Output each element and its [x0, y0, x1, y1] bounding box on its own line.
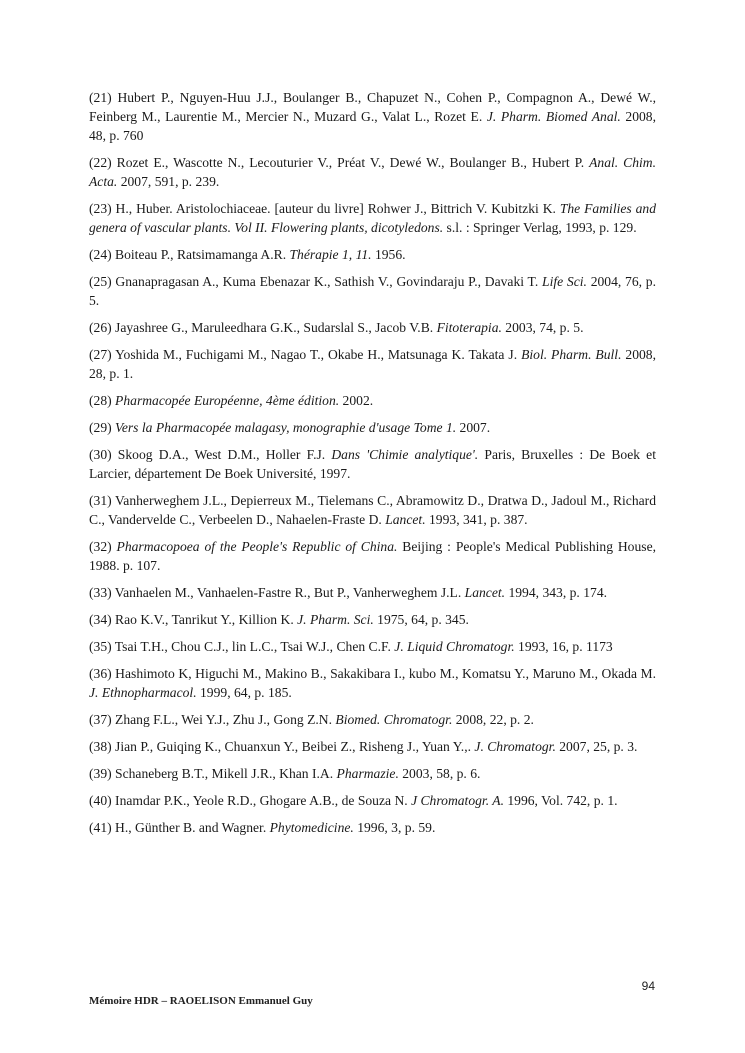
reference-39: (39) Schaneberg B.T., Mikell J.R., Khan I.A. Pharmazie. 2003, 58, p. 6. [89, 766, 481, 781]
reference-37: (37) Zhang F.L., Wei Y.J., Zhu J., Gong Z.N. Biomed. Chromatogr. 2008, 22, p. 2. [89, 712, 534, 727]
reference-23: (23) H., Huber. Aristolochiaceae. [auteur du livre] Rohwer J., Bittrich V. Kubitzki K. The Families and genera of vascular plants. Vol II. Flowering plants, dicotyledons. s.l. : Springer Verlag, 1993, p. 129. [89, 201, 656, 235]
reference-31: (31) Vanherweghem J.L., Depierreux M., Tielemans C., Abramowitz D., Dratwa D., Jadoul M., Richard C., Vandervelde C., Verbeelen D., Nahaelen-Fraste D. Lancet. 1993, 341, p. 387. [89, 493, 656, 527]
reference-24: (24) Boiteau P., Ratsimamanga A.R. Thérapie 1, 11. 1956. [89, 247, 406, 262]
reference-25: (25) Gnanapragasan A., Kuma Ebenazar K., Sathish V., Govindaraju P., Davaki T. Life Sci. 2004, 76, p. 5. [89, 274, 657, 308]
reference-30: (30) Skoog D.A., West D.M., Holler F.J. Dans 'Chimie analytique'. Paris, Bruxelles : De Boek et Larcier, département De Boek Université, 1997. [89, 447, 656, 481]
reference-35: (35) Tsai T.H., Chou C.J., lin L.C., Tsai W.J., Chen C.F. J. Liquid Chromatogr. 1993, 16, p. 1173 [89, 639, 613, 654]
reference-38: (38) Jian P., Guiqing K., Chuanxun Y., Beibei Z., Risheng J., Yuan Y.,. J. Chromatogr. 2007, 25, p. 3. [89, 739, 638, 754]
footer-author: Mémoire HDR – RAOELISON Emmanuel Guy [89, 995, 313, 1007]
reference-40: (40) Inamdar P.K., Yeole R.D., Ghogare A.B., de Souza N. J Chromatogr. A. 1996, Vol. 742, p. 1. [89, 793, 618, 808]
reference-36: (36) Hashimoto K, Higuchi M., Makino B., Sakakibara I., kubo M., Komatsu Y., Maruno M., Okada M. J. Ethnopharmacol. 1999, 64, p. 185. [89, 666, 656, 700]
reference-list [89, 88, 656, 845]
reference-41: (41) H., Günther B. and Wagner. Phytomedicine. 1996, 3, p. 59. [89, 820, 436, 835]
reference-32: (32) Pharmacopoea of the People's Republic of China. Beijing : People's Medical Publishing House, 1988. p. 107. [89, 539, 656, 573]
reference-28: (28) Pharmacopée Européenne, 4ème édition. 2002. [89, 393, 374, 408]
reference-21: (21) Hubert P., Nguyen-Huu J.J., Boulanger B., Chapuzet N., Cohen P., Compagnon A., Dewé W., Feinberg M., Laurentie M., Mercier N., Muzard G., Valat L., Rozet E. J. Pharm. Biomed Anal. 2008, 48, p. 760 [89, 90, 656, 143]
reference-34: (34) Rao K.V., Tanrikut Y., Killion K. J. Pharm. Sci. 1975, 64, p. 345. [89, 612, 469, 627]
reference-26: (26) Jayashree G., Maruleedhara G.K., Sudarslal S., Jacob V.B. Fitoterapia. 2003, 74, p. 5. [89, 320, 584, 335]
reference-29: (29) Vers la Pharmacopée malagasy, monographie d'usage Tome 1. 2007. [89, 420, 491, 435]
reference-27: (27) Yoshida M., Fuchigami M., Nagao T., Okabe H., Matsunaga K. Takata J. Biol. Pharm. Bull. 2008, 28, p. 1. [89, 347, 657, 381]
page-number: 94 [641, 979, 655, 993]
reference-33: (33) Vanhaelen M., Vanhaelen-Fastre R., But P., Vanherweghem J.L. Lancet. 1994, 343, p. 174. [89, 585, 608, 600]
reference-22: (22) Rozet E., Wascotte N., Lecouturier V., Préat V., Dewé W., Boulanger B., Hubert P. Anal. Chim. Acta. 2007, 591, p. 239. [89, 155, 657, 189]
